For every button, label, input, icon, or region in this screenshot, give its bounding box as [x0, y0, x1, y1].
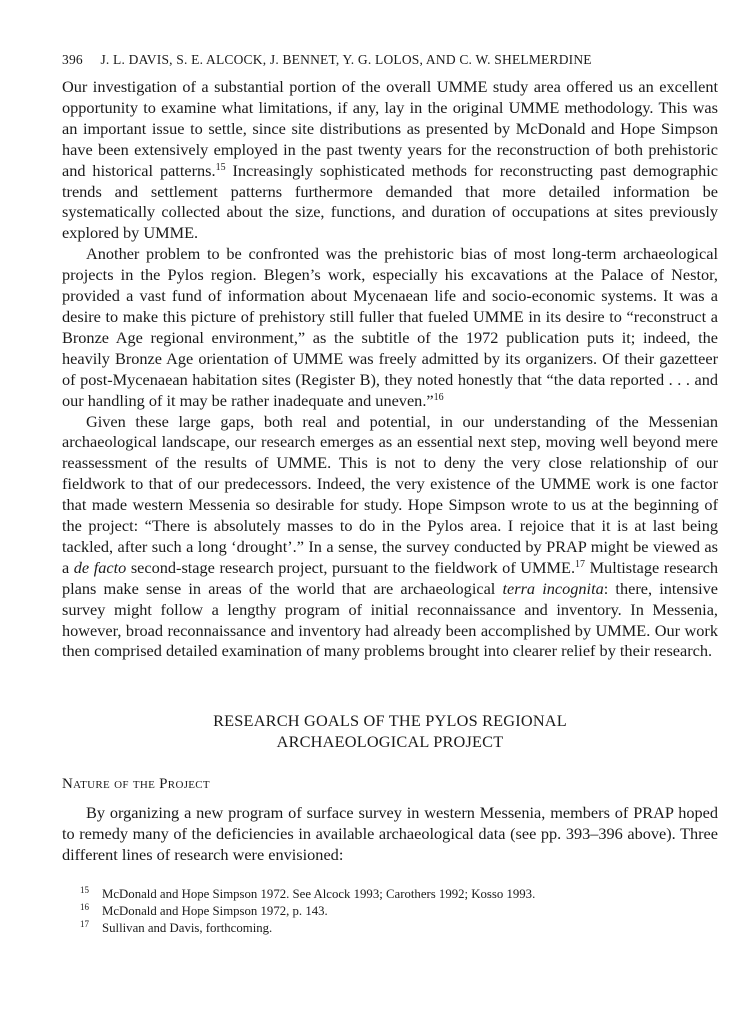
paragraph-2: [62, 244, 718, 411]
paragraph-1-text: Our investigation of a substantial portion of the overall UMME study area offered us an excellent opportunity to examine what limitations, if any, lay in the original UMME methodology. This was an important issue to settle, since site distributions as presented by McDonald and Hope Simpson have been extensively employed in the past twenty years for the reconstruction of both prehistoric and historical patterns.: [62, 77, 718, 180]
footnote-text: Sullivan and Davis, forthcoming.: [102, 921, 273, 936]
footnote-number: 15: [80, 885, 89, 896]
paragraph-2-text: Another problem to be confronted was the prehistoric bias of most long-term archaeological projects in the Pylos region. Blegen’s work, especially his excavations at the Palace of Nestor, provided a vast fund of information about Mycenaean life and socio-economic systems. It was a desire to make this picture of prehistory still fuller that fueled UMME in its desire to “reconstruct a Bronze Age regional environment,” as the subtitle of the 1972 publication puts it; indeed, the heavily Bronze Age orientation of UMME was freely admitted by its organizers. Of their gazetteer of post-Mycenaean habitation sites (Register B), they noted honestly that “the data reported . . . and our handling of it may be rather inadequate and uneven.”: [62, 244, 718, 410]
footnote-ref-15[interactable]: 15: [215, 161, 226, 173]
footnote-ref-17[interactable]: 17: [575, 558, 586, 570]
section-title: [62, 710, 718, 752]
section-title-line-2: ARCHAEOLOGICAL PROJECT: [276, 732, 504, 752]
author-list: J. L. DAVIS, S. E. ALCOCK, J. BENNET, Y. G. LOLOS, AND C. W. SHELMERDINE: [100, 52, 592, 67]
footnote-number: 17: [80, 919, 89, 930]
footnote-16: [62, 903, 718, 920]
paragraph-3-text-a: Given these large gaps, both real and potential, in our understanding of the Messenian archaeological landscape, our research emerges as an essential next step, moving well beyond mere reassessment of the results of UMME. This is not to deny the very close relationship of our fieldwork to that of our predecessors. Indeed, the very existence of the UMME work is one factor that made western Messenia so desirable for study. Hope Simpson wrote to us at the beginning of the project: “There is absolutely masses to do in the Pylos area. I rejoice that it is at last being tackled, after such a long ‘drought’.” In a sense, the survey conducted by PRAP might be viewed as a: [62, 411, 718, 577]
section-title-line-1: RESEARCH GOALS OF THE PYLOS REGIONAL: [213, 711, 567, 731]
footnote-17: [62, 920, 718, 937]
paragraph-1-text-after: Increasingly sophisticated methods for reconstructing past demographic trends and settlement patterns furthermore demanded that more detailed information be systematically collected about the size, functions, and duration of occupations at sites previously explored by UMME.: [62, 160, 719, 243]
journal-page: [62, 52, 718, 937]
footnote-text: McDonald and Hope Simpson 1972. See Alcock 1993; Carothers 1992; Kosso 1993.: [102, 887, 536, 902]
paragraph-4: By organizing a new program of surface survey in western Messenia, members of PRAP hoped to remedy many of the deficiencies in available archaeological data (see pp. 393–396 above). Three different lines of research were envisioned:: [62, 803, 718, 865]
paragraph-3-text-b: second-stage research project, pursuant to the fieldwork of UMME.: [126, 557, 576, 577]
footnote-text: McDonald and Hope Simpson 1972, p. 143.: [102, 904, 328, 919]
footnotes: [62, 886, 718, 937]
paragraph-3-italic-terra-incognita: terra incognita: [502, 578, 604, 598]
paragraph-3-italic-de-facto: de facto: [73, 557, 127, 577]
paragraph-3: [62, 412, 718, 663]
footnote-15: [62, 886, 718, 903]
footnote-number: 16: [80, 902, 89, 913]
footnote-ref-16[interactable]: 16: [433, 391, 444, 403]
paragraph-3-text-d: : there, intensive survey might follow a lengthy program of initial reconnaissance and inventory. In Messenia, however, broad reconnaissance and inventory had already been accomplished by UMME. Our work then comprised detailed examination of many problems brought into clearer relief by their research.: [62, 578, 718, 661]
page-number: 396: [62, 52, 83, 67]
subsection-heading: Nature of the Project: [62, 776, 210, 793]
paragraph-3-text-c: Multistage research plans make sense in areas of the world that are archaeological: [62, 557, 718, 598]
running-header: [62, 52, 718, 68]
paragraph-1: [62, 77, 718, 244]
